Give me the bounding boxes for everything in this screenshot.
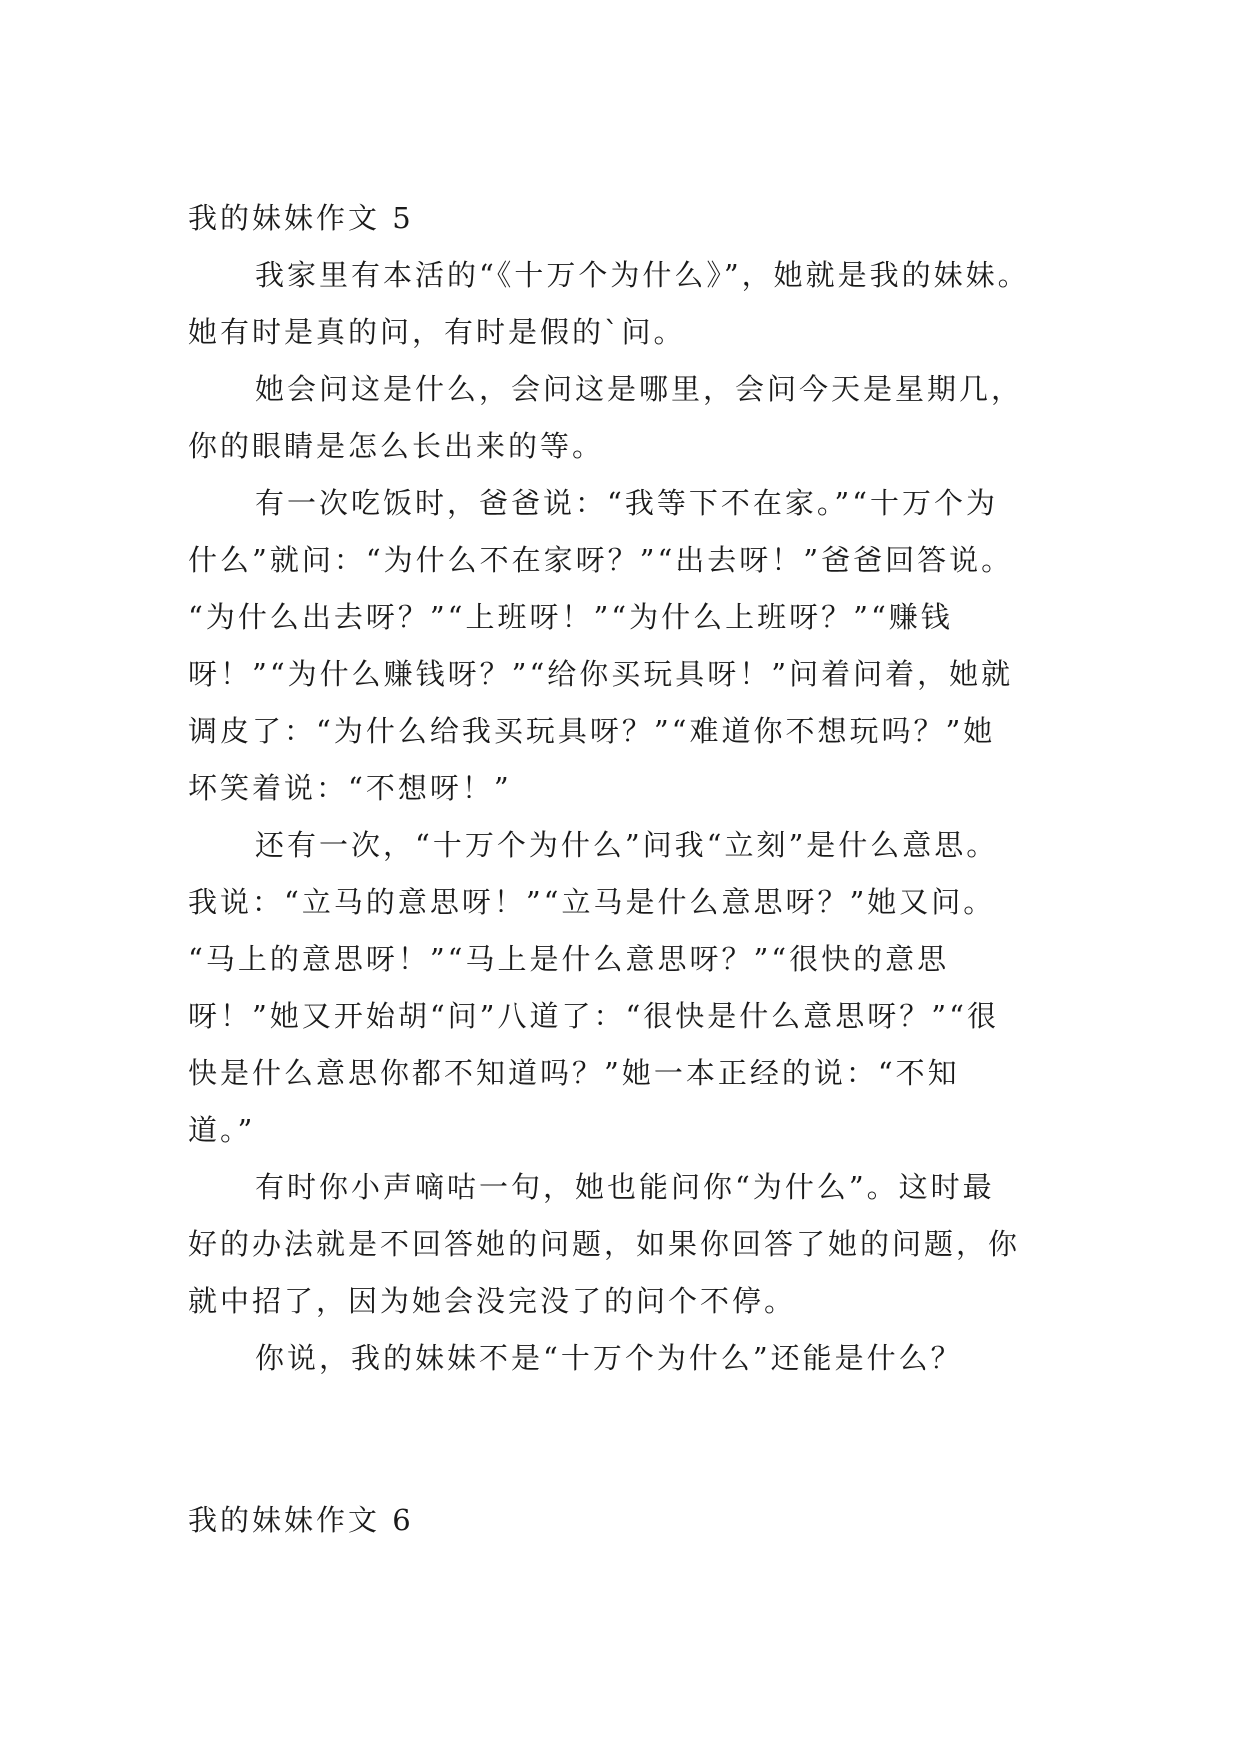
essay-6-title: 我的妹妹作文 6 [188, 1503, 414, 1537]
essay-5-title: 我的妹妹作文 5 [188, 201, 414, 235]
essay-line: 调皮了：“为什么给我买玩具呀？”“难道你不想玩吗？”她 [188, 714, 996, 748]
essay-line: 你的眼睛是怎么长出来的等。 [188, 429, 605, 463]
essay-line: 还有一次，“十万个为什么”问我“立刻”是什么意思。 [255, 828, 999, 862]
essay-line: “为什么出去呀？”“上班呀！”“为什么上班呀？”“赚钱 [188, 600, 953, 634]
essay-line: 有时你小声嘀咕一句，她也能问你“为什么”。这时最 [255, 1170, 995, 1204]
essay-line: “马上的意思呀！”“马上是什么意思呀？”“很快的意思 [188, 942, 950, 976]
essay-line: 呀！”“为什么赚钱呀？”“给你买玩具呀！”问着问着，她就 [188, 657, 1014, 691]
essay-line: 什么”就问：“为什么不在家呀？”“出去呀！”爸爸回答说。 [188, 543, 1014, 577]
essay-line: 坏笑着说：“不想呀！” [188, 771, 512, 805]
essay-line: 好的办法就是不回答她的问题，如果你回答了她的问题，你 [188, 1227, 1021, 1261]
essay-line: 有一次吃饭时，爸爸说：“我等下不在家。”“十万个为 [255, 486, 998, 520]
essay-line: 就中招了，因为她会没完没了的问个不停。 [188, 1284, 797, 1318]
essay-line: 她有时是真的问，有时是假的`问。 [188, 315, 686, 349]
essay-line: 你说，我的妹妹不是“十万个为什么”还能是什么？ [255, 1341, 963, 1375]
essay-line: 我家里有本活的“《十万个为什么》”，她就是我的妹妹。 [255, 258, 1030, 292]
essay-line: 她会问这是什么，会问这是哪里，会问今天是星期几， [255, 372, 1024, 406]
essay-line: 我说：“立马的意思呀！”“立马是什么意思呀？”她又问。 [188, 885, 996, 919]
essay-line: 快是什么意思你都不知道吗？”她一本正经的说：“不知 [188, 1056, 960, 1090]
essay-line: 道。” [188, 1113, 256, 1147]
essay-line: 呀！”她又开始胡“问”八道了：“很快是什么意思呀？”“很 [188, 999, 999, 1033]
